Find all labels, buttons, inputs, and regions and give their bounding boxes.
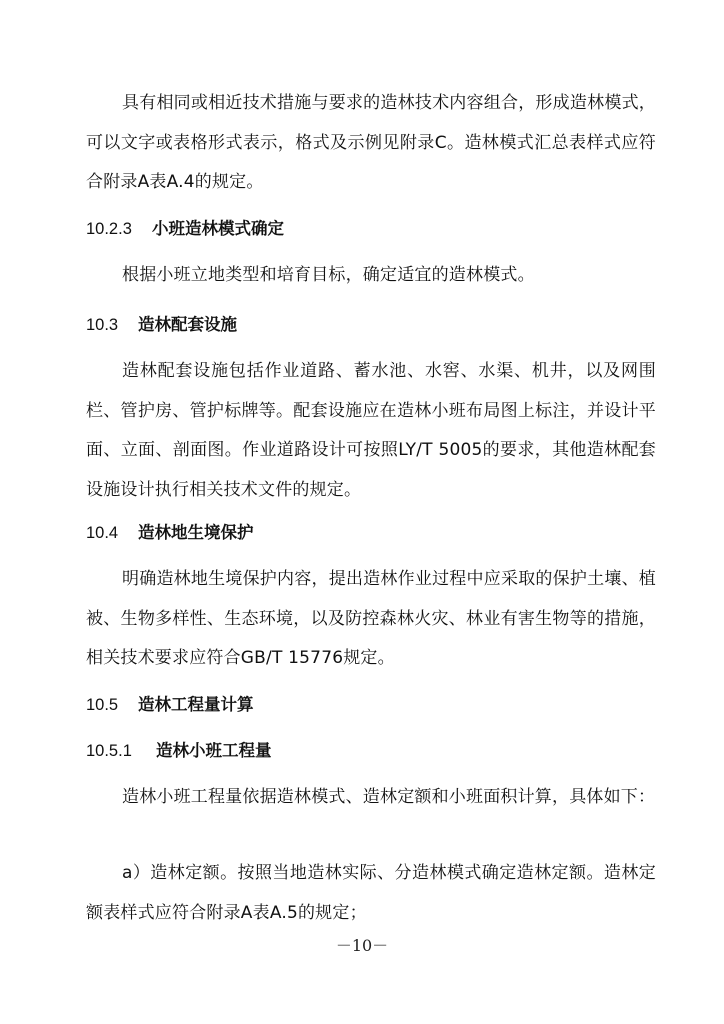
section-heading-10-2-3 <box>86 218 656 240</box>
heading-title: 造林工程量计算 <box>138 696 254 714</box>
paragraph-text: 根据小班立地类型和培育目标，确定适宜的造林模式。 <box>122 265 535 285</box>
heading-title: 造林小班工程量 <box>156 742 272 760</box>
section-heading-10-5-1 <box>86 740 656 762</box>
heading-number: 10.5 <box>86 696 119 714</box>
heading-number: 10.2.3 <box>86 220 132 238</box>
paragraph-habitat-protection <box>86 560 656 679</box>
heading-number: 10.5.1 <box>86 742 132 760</box>
section-heading-10-4 <box>86 522 656 544</box>
paragraph-text: 具有相同或相近技术措施与要求的造林技术内容组合，形成造林模式，可以文字或表格形式表示，格式及示例见附录C。造林模式汇总表样式应符合附录A表A.4的规定。 <box>86 93 656 192</box>
heading-title: 造林地生境保护 <box>138 524 254 542</box>
paragraph-text: 造林小班工程量依据造林模式、造林定额和小班面积计算，具体如下： <box>122 787 656 807</box>
paragraph-model-combination <box>86 84 656 203</box>
list-item-a-afforestation-quota <box>86 854 656 933</box>
paragraph-text: 造林配套设施包括作业道路、蓄水池、水窖、水渠、机井，以及网围栏、管护房、管护标牌等。配套设施应在造林小班布局图上标注，并设计平面、立面、剖面图。作业道路设计可按照LY/T 5005的要求，其他造林配套设施设计执行相关技术文件的规定。 <box>86 361 656 500</box>
section-heading-10-3 <box>86 314 656 336</box>
heading-title: 小班造林模式确定 <box>152 220 284 238</box>
paragraph-supporting-facilities <box>86 352 656 510</box>
heading-number: 10.4 <box>86 524 119 542</box>
paragraph-text: 明确造林地生境保护内容，提出造林作业过程中应采取的保护土壤、植被、生物多样性、生态环境，以及防控森林火灾、林业有害生物等的措施，相关技术要求应符合GB/T 15776规定。 <box>86 569 656 668</box>
paragraph-workload-calculation <box>86 778 656 818</box>
paragraph-text: a）造林定额。按照当地造林实际、分造林模式确定造林定额。造林定额表样式应符合附录A表A.5的规定； <box>86 863 656 923</box>
heading-title: 造林配套设施 <box>138 316 237 334</box>
heading-number: 10.3 <box>86 316 119 334</box>
paragraph-model-determination <box>86 256 656 296</box>
page-number: －10－ <box>335 936 389 955</box>
section-heading-10-5 <box>86 694 656 716</box>
